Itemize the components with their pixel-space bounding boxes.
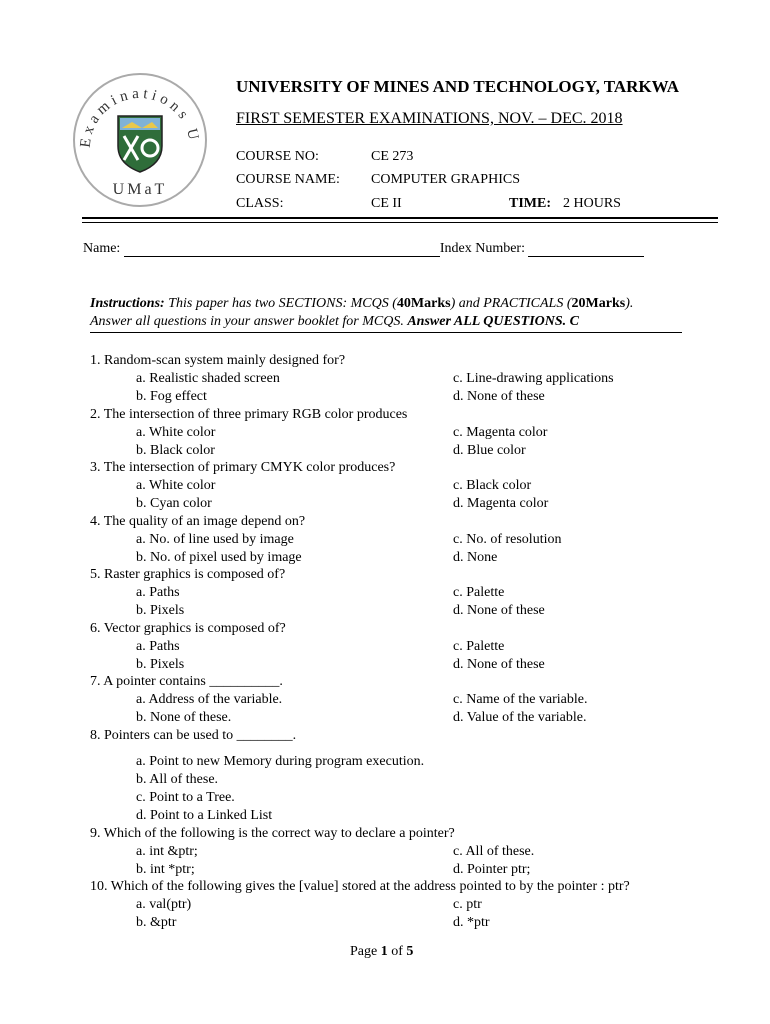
course-name-value: COMPUTER GRAPHICS xyxy=(371,172,520,187)
option-5b: b. Pixels xyxy=(136,603,185,618)
question-9: 9. Which of the following is the correct way to declare a pointer? xyxy=(90,826,455,841)
page-word: Page xyxy=(350,944,378,959)
marks-practicals: 20Marks xyxy=(571,296,626,311)
option-1b: b. Fog effect xyxy=(136,389,207,404)
option-6b: b. Pixels xyxy=(136,657,185,672)
option-10c: c. ptr xyxy=(453,897,482,912)
option-2c: c. Magenta color xyxy=(453,425,548,440)
option-8a: a. Point to new Memory during program execution. xyxy=(136,754,425,769)
option-2d: d. Blue color xyxy=(453,443,526,458)
index-blank[interactable] xyxy=(528,242,644,257)
option-9b: b. int *ptr; xyxy=(136,862,195,877)
marks-mcq: 40Marks xyxy=(396,296,451,311)
instructions-text: Answer all questions in your answer booklet for MCQS. xyxy=(90,314,408,329)
instructions-text: ) and PRACTICALS ( xyxy=(450,296,572,311)
option-4c: c. No. of resolution xyxy=(453,532,562,547)
question-10: 10. Which of the following gives the [value] stored at the address pointed to by the pointer : ptr? xyxy=(90,879,630,894)
option-3a: a. White color xyxy=(136,478,216,493)
question-5: 5. Raster graphics is composed of? xyxy=(90,567,286,582)
option-10b: b. &ptr xyxy=(136,915,177,930)
option-2b: b. Black color xyxy=(136,443,215,458)
option-9d: d. Pointer ptr; xyxy=(453,862,531,877)
question-8: 8. Pointers can be used to ________. xyxy=(90,728,297,743)
name-label: Name: xyxy=(83,241,121,256)
question-7: 7. A pointer contains __________. xyxy=(90,674,283,689)
option-9a: a. int &ptr; xyxy=(136,844,198,859)
course-name-label: COURSE NAME: xyxy=(236,172,340,187)
option-1a: a. Realistic shaded screen xyxy=(136,371,280,386)
course-no-label: COURSE NO: xyxy=(236,149,319,164)
option-6a: a. Paths xyxy=(136,639,180,654)
question-1: 1. Random-scan system mainly designed for? xyxy=(90,353,346,368)
option-8b: b. All of these. xyxy=(136,772,219,787)
option-1d: d. None of these xyxy=(453,389,545,404)
page-total: 5 xyxy=(406,944,414,959)
instructions-rule xyxy=(90,332,682,333)
option-8c: c. Point to a Tree. xyxy=(136,790,235,805)
option-1c: c. Line-drawing applications xyxy=(453,371,614,386)
option-3b: b. Cyan color xyxy=(136,496,212,511)
class-label: CLASS: xyxy=(236,196,284,211)
option-2a: a. White color xyxy=(136,425,216,440)
instructions-text: This paper has two SECTIONS: MCQS ( xyxy=(164,296,397,311)
option-6d: d. None of these xyxy=(453,657,545,672)
option-5c: c. Palette xyxy=(453,585,505,600)
option-8d: d. Point to a Linked List xyxy=(136,808,273,823)
university-title: UNIVERSITY OF MINES AND TECHNOLOGY, TARKWA xyxy=(236,77,680,96)
seal-text-bottom: UMaT xyxy=(112,181,168,198)
option-4b: b. No. of pixel used by image xyxy=(136,550,302,565)
option-6c: c. Palette xyxy=(453,639,505,654)
option-5d: d. None of these xyxy=(453,603,545,618)
option-4a: a. No. of line used by image xyxy=(136,532,294,547)
exam-title: FIRST SEMESTER EXAMINATIONS, NOV. – DEC. 2018 xyxy=(236,110,623,127)
option-7a: a. Address of the variable. xyxy=(136,692,283,707)
question-2: 2. The intersection of three primary RGB color produces xyxy=(90,407,408,422)
option-5a: a. Paths xyxy=(136,585,180,600)
instructions-bold: Answer ALL QUESTIONS. C xyxy=(407,314,579,329)
time-label: TIME: xyxy=(509,196,551,211)
header-rule-thin xyxy=(82,222,718,223)
time-value: 2 HOURS xyxy=(563,196,621,211)
class-value: CE II xyxy=(371,196,402,211)
instructions xyxy=(90,295,700,331)
header-rule-thick xyxy=(82,217,718,219)
option-10d: d. *ptr xyxy=(453,915,490,930)
option-7d: d. Value of the variable. xyxy=(453,710,587,725)
seal-text-top: Examinations U xyxy=(77,85,203,149)
question-6: 6. Vector graphics is composed of? xyxy=(90,621,286,636)
option-4d: d. None xyxy=(453,550,498,565)
option-7b: b. None of these. xyxy=(136,710,232,725)
course-no-value: CE 273 xyxy=(371,149,414,164)
of-word: of xyxy=(391,944,403,959)
option-3c: c. Black color xyxy=(453,478,532,493)
name-blank[interactable] xyxy=(124,242,440,257)
question-4: 4. The quality of an image depend on? xyxy=(90,514,306,529)
index-label: Index Number: xyxy=(439,241,525,256)
instructions-text: ). xyxy=(625,296,634,311)
university-seal xyxy=(72,72,208,208)
page-footer xyxy=(350,944,413,960)
instructions-label: Instructions: xyxy=(90,296,165,311)
question-3: 3. The intersection of primary CMYK color produces? xyxy=(90,460,396,475)
option-7c: c. Name of the variable. xyxy=(453,692,588,707)
option-10a: a. val(ptr) xyxy=(136,897,192,912)
name-row xyxy=(83,241,644,257)
option-9c: c. All of these. xyxy=(453,844,535,859)
option-3d: d. Magenta color xyxy=(453,496,549,511)
page-number: 1 xyxy=(380,944,388,959)
